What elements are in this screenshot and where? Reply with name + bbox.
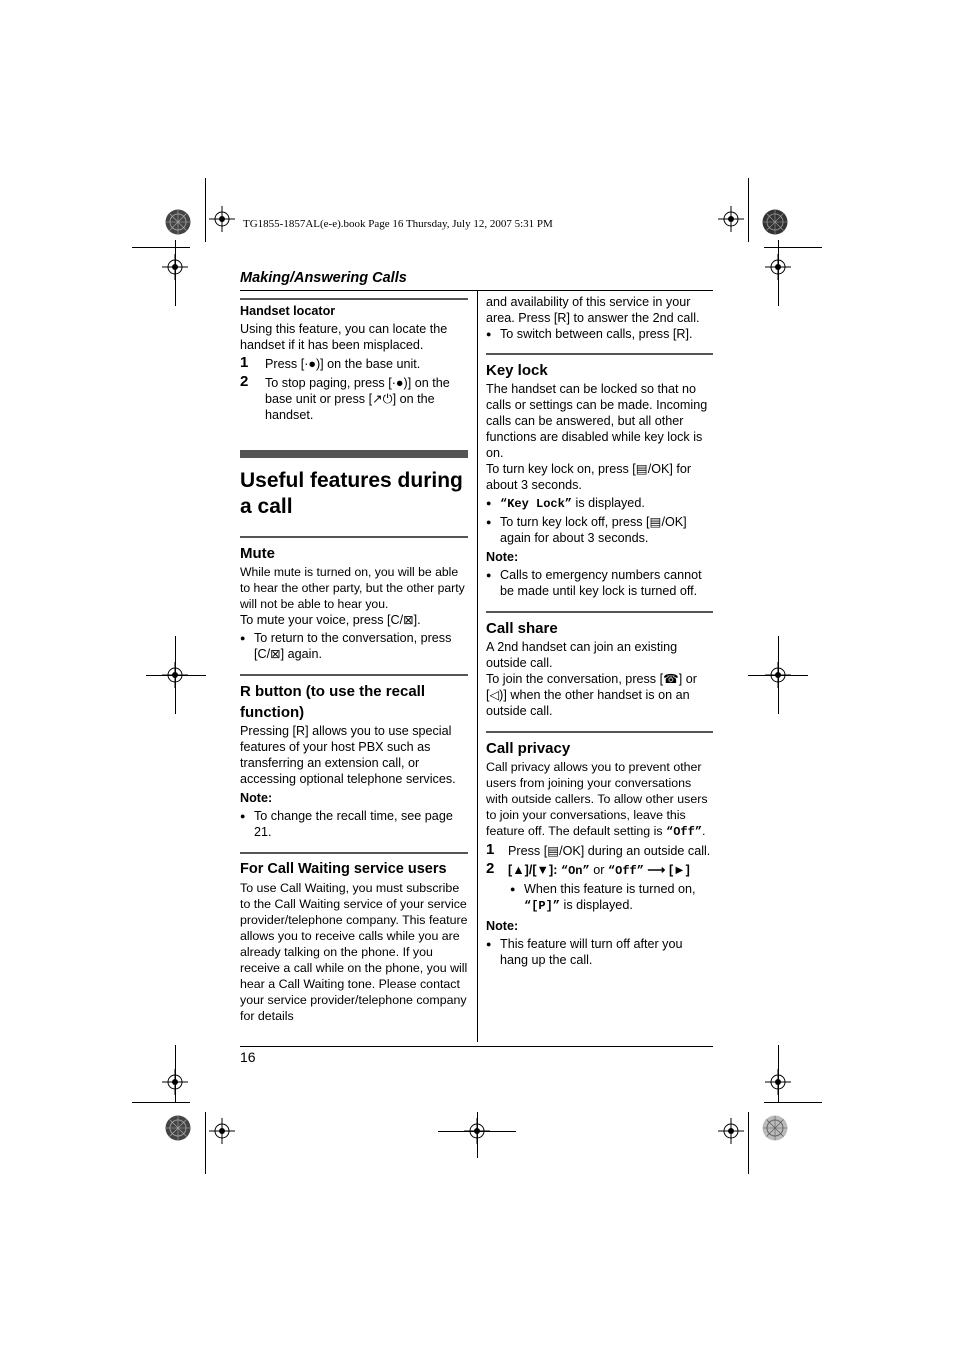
column-divider [477, 290, 478, 1042]
handset-locator-intro: Using this feature, you can locate the handset if it has been misplaced. [240, 322, 448, 352]
title-line: a call [240, 495, 293, 518]
section-rule [240, 852, 468, 854]
color-dial-icon [165, 1115, 191, 1141]
bullet-text: To switch between calls, press [R]. [500, 327, 693, 341]
right-column [486, 294, 713, 968]
call-privacy-body [486, 759, 713, 840]
bullet-item [486, 495, 713, 512]
step-text: [▲]/[▼]: [508, 863, 561, 877]
bullet-text: To return to the conversation, press [C/⊠] again. [254, 631, 452, 661]
section-rule [240, 536, 468, 538]
page-number: 16 [240, 1049, 256, 1065]
bullet-text: When this feature is turned on, [524, 882, 696, 896]
r-button-body: Pressing [R] allows you to use special features of your host PBX such as transferring an extension call, or accessing optional telephone services. [240, 724, 456, 786]
section-rule-thick [240, 450, 468, 458]
registration-mark-icon [718, 206, 744, 232]
key-lock-body-2: To turn key lock on, press [▤/OK] for about 3 seconds. [486, 462, 692, 492]
left-column [240, 298, 468, 1024]
display-text: “Off” [607, 864, 644, 878]
step-number: 2 [486, 860, 495, 877]
section-rule [240, 674, 468, 676]
useful-features-title [240, 468, 468, 520]
bullet-text: This feature will turn off after you hang up the call. [500, 937, 683, 967]
bullet-item [486, 567, 713, 599]
bullet-text: Calls to emergency numbers cannot be made until key lock is turned off. [500, 568, 702, 598]
section-rule [240, 298, 468, 300]
bullet-text: To turn key lock off, press [▤/OK] again for about 3 seconds. [500, 515, 687, 545]
call-waiting-cont: and availability of this service in your area. Press [R] to answer the 2nd call. [486, 295, 700, 325]
step-text: Press [▤/OK] during an outside call. [508, 844, 711, 858]
call-share-title: Call share [486, 620, 558, 637]
footer-rule [240, 1046, 713, 1047]
step [240, 375, 468, 423]
section-rule [486, 353, 713, 355]
step-text: To stop paging, press [·●)] on the base unit or press [↗⏻] on the handset. [265, 376, 450, 422]
step [240, 356, 468, 372]
mute-title: Mute [240, 545, 275, 562]
r-button-title: R button (to use the recall function) [240, 683, 426, 721]
bullet-item [486, 514, 713, 546]
call-waiting-body: To use Call Waiting, you must subscribe to the Call Waiting service of your service provider/telephone company. This feature allows you to receive calls while you are already talking on the phone. If you receive a call while on the phone, you will hear a Call Waiting tone. Please contact your service provider/telephone company for details [240, 881, 468, 1023]
bullet-item [486, 936, 713, 968]
bullet-item [240, 630, 468, 662]
call-waiting-title: For Call Waiting service users [240, 861, 447, 877]
step-text: ⟶ [►] [643, 863, 690, 877]
body-text: . [702, 824, 706, 838]
bullet-text: is displayed. [560, 898, 633, 912]
title-line: Useful features during [240, 469, 463, 492]
running-head: Making/Answering Calls [240, 270, 407, 286]
registration-mark-icon [718, 1118, 744, 1144]
color-dial-icon [762, 1115, 788, 1141]
registration-mark-icon [209, 1118, 235, 1144]
section-rule [486, 731, 713, 733]
bullet-item [486, 326, 713, 342]
step-number: 1 [240, 354, 249, 371]
bullet-text: To change the recall time, see page 21. [254, 809, 453, 839]
mute-body-2: To mute your voice, press [C/⊠]. [240, 613, 421, 627]
note-label: Note: [486, 919, 519, 933]
section-rule [486, 611, 713, 613]
mute-body: While mute is turned on, you will be able to hear the other party, but the other party will not be able to hear you. [240, 565, 465, 611]
color-dial-icon [165, 209, 191, 235]
handset-locator-title: Handset locator [240, 304, 336, 318]
key-lock-title: Key lock [486, 362, 548, 379]
note-label: Note: [486, 550, 519, 564]
note-label: Note: [240, 791, 273, 805]
step-text: Press [·●)] on the base unit. [265, 357, 421, 371]
sub-bullet-item [510, 881, 713, 914]
step-number: 1 [486, 841, 495, 858]
display-text: “Off” [666, 825, 703, 839]
key-lock-body: The handset can be locked so that no calls or settings can be made. Incoming calls can be answered, but all other functions are disabled while key lock is on. [486, 382, 708, 460]
color-dial-icon [762, 209, 788, 235]
display-text: “On” [560, 864, 590, 878]
body-text: Call privacy allows you to prevent other users from joining your conversations with outside callers. To allow other users to join your conversations, leave this feature off. The default setting is [486, 760, 708, 838]
bullet-text: is displayed. [572, 496, 645, 510]
call-privacy-title: Call privacy [486, 740, 571, 757]
bullet-item [240, 808, 468, 840]
call-share-body-2: To join the conversation, press [☎] or [◁)] when the other handset is on an outside call. [486, 672, 697, 718]
registration-mark-icon [209, 206, 235, 232]
step-number: 2 [240, 373, 249, 390]
display-text: “[P]” [524, 899, 561, 913]
step [486, 843, 713, 859]
display-text: “Key Lock” [500, 497, 573, 511]
call-share-body: A 2nd handset can join an existing outside call. [486, 640, 678, 670]
step [486, 862, 713, 879]
step-text: or [589, 863, 608, 877]
book-info-line: TG1855-1857AL(e-e).book Page 16 Thursday, July 12, 2007 5:31 PM [243, 218, 553, 230]
